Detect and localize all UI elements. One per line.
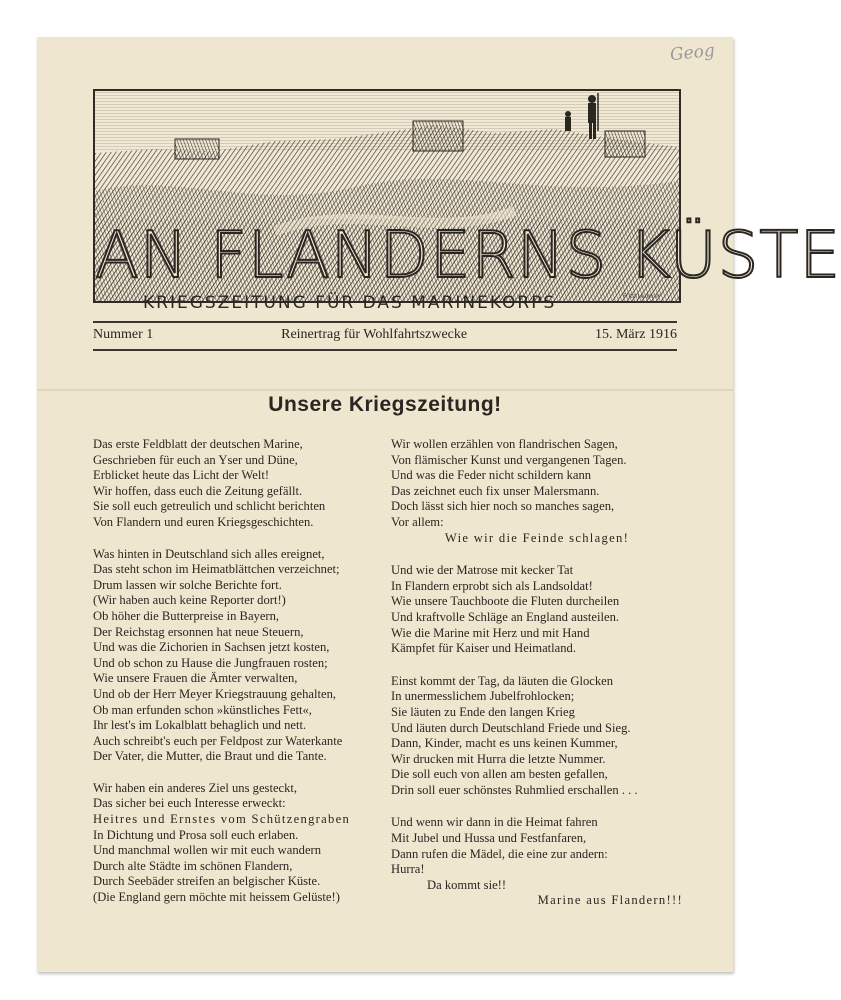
poem-line: (Wir haben auch keine Reporter dort!) bbox=[93, 593, 286, 608]
poem-line: In unermesslichem Jubelfrohlocken; bbox=[391, 689, 575, 704]
poem-line: Und läuten durch Deutschland Friede und Sieg. bbox=[391, 720, 631, 735]
top-rule bbox=[93, 321, 677, 323]
poem-line: Dann, Kinder, macht es uns keinen Kummer, bbox=[391, 736, 618, 751]
issue-number: Nummer 1 bbox=[93, 327, 154, 342]
poem-line: Von Flandern und euren Kriegsgeschichten. bbox=[93, 514, 314, 529]
article-heading: Unsere Kriegszeitung! bbox=[268, 393, 502, 416]
poem-line: Mit Jubel und Hussa und Festfanfaren, bbox=[391, 831, 587, 846]
poem-line: Das steht schon im Heimatblättchen verzeichnet; bbox=[93, 562, 340, 577]
poem-line: Durch alte Städte im schönen Flandern, bbox=[93, 858, 293, 873]
poem-line: Wie die Marine mit Herz und mit Hand bbox=[391, 625, 590, 640]
poem-line: Und was die Zichorien in Sachsen jetzt kosten, bbox=[93, 640, 330, 655]
poem-line: Ihr lest's im Lokalblatt behaglich und nett. bbox=[93, 718, 307, 733]
newspaper-subtitle: KRIEGSZEITUNG FÜR DAS MARINEKORPS bbox=[143, 293, 557, 313]
poem-line: Ob höher die Butterpreise in Bayern, bbox=[93, 608, 280, 623]
stanza bbox=[391, 674, 683, 799]
poem-line: Und ob schon zu Hause die Jungfrauen rosten; bbox=[93, 655, 328, 670]
poem-line: Wir drucken mit Hurra die letzte Nummer. bbox=[391, 751, 606, 766]
poem-line: (Die England gern möchte mit heissem Gelüste!) bbox=[93, 890, 340, 905]
stanza bbox=[391, 563, 683, 657]
newspaper-page bbox=[37, 37, 841, 972]
poem-line-centered: Wie wir die Feinde schlagen! bbox=[444, 530, 630, 545]
artist-signature: Fritz Lederer bbox=[623, 293, 661, 300]
poem-line: Vor allem: bbox=[391, 514, 444, 529]
pencil-annotation: Geog bbox=[669, 40, 716, 66]
poem-line: Wir hoffen, dass euch die Zeitung gefällt. bbox=[93, 483, 303, 498]
poem-line: Von flämischer Kunst und vergangenen Tagen. bbox=[391, 452, 627, 467]
stanza bbox=[93, 781, 385, 906]
right-column bbox=[391, 437, 683, 926]
poem-line: Ob man erfunden schon »künstliches Fett«, bbox=[93, 702, 312, 717]
poem-line: Der Reichstag ersonnen hat neue Steuern, bbox=[93, 624, 304, 639]
poem-line: Wie unsere Frauen die Ämter verwalten, bbox=[93, 671, 298, 686]
poem-line: Und wenn wir dann in die Heimat fahren bbox=[391, 815, 598, 830]
poem-final-line: Marine aus Flandern!!! bbox=[537, 893, 683, 908]
poem-line: Was hinten in Deutschland sich alles ereignet, bbox=[93, 546, 325, 561]
issue-info-bar bbox=[93, 327, 677, 343]
poem-line: Die soll euch von allen am besten gefallen, bbox=[391, 767, 608, 782]
newspaper-title: AN FLANDERNS KÜSTE bbox=[95, 219, 841, 293]
poem-line: Dann rufen die Mädel, die eine zur andern: bbox=[391, 846, 608, 861]
poem-line: Und was die Feder nicht schildern kann bbox=[391, 468, 592, 483]
poem-line: Und wie der Matrose mit kecker Tat bbox=[391, 563, 574, 578]
poem-line: Das zeichnet euch fix unser Malersmann. bbox=[391, 483, 600, 498]
poem-line: Drin soll euer schönstes Ruhmlied erschallen . . . bbox=[391, 782, 638, 797]
poem-line: Und ob der Herr Meyer Kriegstrauung gehalten, bbox=[93, 686, 337, 701]
stanza bbox=[93, 547, 385, 765]
poem-line: Kämpfet für Kaiser und Heimatland. bbox=[391, 641, 576, 656]
issue-date: 15. März 1916 bbox=[594, 327, 677, 342]
poem-line: Und manchmal wollen wir mit euch wandern bbox=[93, 843, 322, 858]
masthead-illustration bbox=[93, 89, 841, 303]
poem-line: Auch schreibt's euch per Feldpost zur Waterkante bbox=[93, 733, 343, 748]
poem-line: Heitres und Ernstes vom Schützengraben bbox=[93, 812, 351, 827]
poem-line: Sie soll euch getreulich und schlicht berichten bbox=[93, 499, 326, 514]
poem-line: Durch Seebäder streifen an belgischer Küste. bbox=[93, 874, 321, 889]
charity-note: Reinertrag für Wohlfahrtszwecke bbox=[281, 327, 468, 342]
left-column bbox=[93, 437, 385, 922]
bottom-rule bbox=[93, 349, 677, 351]
poem-line: Erblicket heute das Licht der Welt! bbox=[93, 468, 270, 483]
poem-line: Einst kommt der Tag, da läuten die Glocken bbox=[391, 673, 614, 688]
poem-line: In Dichtung und Prosa soll euch erlaben. bbox=[93, 827, 299, 842]
poem-line: Drum lassen wir solche Berichte fort. bbox=[93, 577, 282, 592]
poem-line: Geschrieben für euch an Yser und Düne, bbox=[93, 452, 298, 467]
page-fold bbox=[37, 389, 733, 391]
stanza bbox=[391, 815, 683, 909]
poem-line: Der Vater, die Mutter, die Braut und die Tante. bbox=[93, 749, 327, 764]
poem-line: Das sicher bei euch Interesse erweckt: bbox=[93, 796, 286, 811]
stanza bbox=[391, 437, 683, 546]
poem-line: Wir wollen erzählen von flandrischen Sagen, bbox=[391, 437, 618, 451]
stanza bbox=[93, 437, 385, 531]
poem-line: In Flandern erprobt sich als Landsoldat! bbox=[391, 578, 593, 593]
poem-line: Das erste Feldblatt der deutschen Marine, bbox=[93, 437, 303, 451]
poem-line: Wie unsere Tauchboote die Fluten durcheilen bbox=[391, 594, 620, 609]
poem-line: Wir haben ein anderes Ziel uns gesteckt, bbox=[93, 780, 298, 795]
poem-line: Und kraftvolle Schläge an England austeilen. bbox=[391, 609, 620, 624]
poem-line-indented: Da kommt sie!! bbox=[427, 877, 507, 892]
poem-line: Doch lässt sich hier noch so manches sagen, bbox=[391, 499, 615, 514]
poem-line: Sie läuten zu Ende den langen Krieg bbox=[391, 704, 575, 719]
poem-line: Hurra! bbox=[391, 862, 425, 877]
